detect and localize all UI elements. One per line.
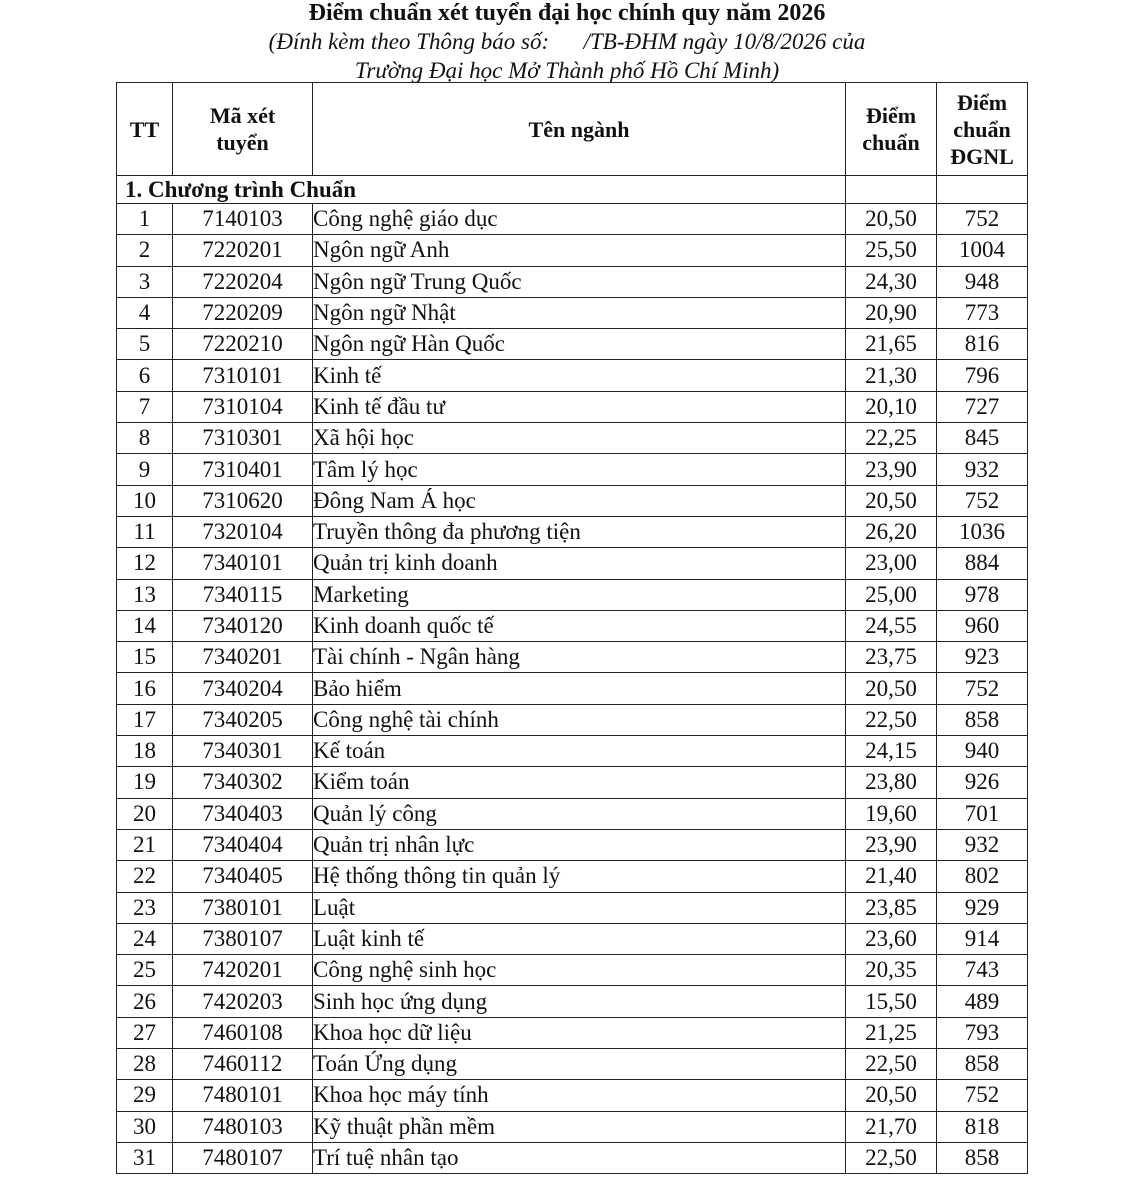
table-row <box>117 923 1028 954</box>
row-score: 20,50 <box>846 204 937 235</box>
table-row <box>117 798 1028 829</box>
row-score: 20,35 <box>846 955 937 986</box>
row-tt: 8 <box>117 423 173 454</box>
row-code: 7220209 <box>173 297 313 328</box>
row-dgnl-score: 932 <box>937 829 1028 860</box>
header-code-line2: tuyển <box>216 130 269 155</box>
row-score: 22,50 <box>846 704 937 735</box>
header-score <box>846 83 937 176</box>
table-row <box>117 579 1028 610</box>
row-tt: 26 <box>117 986 173 1017</box>
row-score: 21,30 <box>846 360 937 391</box>
row-program-name: Công nghệ sinh học <box>313 955 846 986</box>
row-tt: 2 <box>117 235 173 266</box>
row-dgnl-score: 701 <box>937 798 1028 829</box>
row-score: 15,50 <box>846 986 937 1017</box>
row-score: 21,70 <box>846 1111 937 1142</box>
row-code: 7140103 <box>173 204 313 235</box>
row-program-name: Đông Nam Á học <box>313 485 846 516</box>
document-title: Điểm chuẩn xét tuyển đại học chính quy năm 2026 <box>308 0 826 26</box>
row-program-name: Ngôn ngữ Hàn Quốc <box>313 329 846 360</box>
row-program-name: Truyền thông đa phương tiện <box>313 516 846 547</box>
row-tt: 7 <box>117 391 173 422</box>
row-code: 7340101 <box>173 548 313 579</box>
row-program-name: Trí tuệ nhân tạo <box>313 1142 846 1173</box>
table-row <box>117 235 1028 266</box>
row-code: 7460112 <box>173 1049 313 1080</box>
row-dgnl-score: 858 <box>937 704 1028 735</box>
row-tt: 20 <box>117 798 173 829</box>
row-code: 7340302 <box>173 767 313 798</box>
table-row <box>117 485 1028 516</box>
row-dgnl-score: 960 <box>937 610 1028 641</box>
row-code: 7420203 <box>173 986 313 1017</box>
header-dgnl-line1: Điểm <box>956 89 1008 115</box>
table-row <box>117 704 1028 735</box>
document-subtitle-line1: (Đính kèm theo Thông báo số: /TB-ĐHM ngày 10/8/2026 của <box>268 29 866 54</box>
row-score: 23,90 <box>846 454 937 485</box>
row-dgnl-score: 929 <box>937 892 1028 923</box>
row-code: 7480103 <box>173 1111 313 1142</box>
row-code: 7480107 <box>173 1142 313 1173</box>
row-tt: 18 <box>117 736 173 767</box>
row-dgnl-score: 752 <box>937 673 1028 704</box>
section-row <box>117 176 1028 204</box>
row-dgnl-score: 884 <box>937 548 1028 579</box>
row-tt: 27 <box>117 1017 173 1048</box>
row-code: 7220210 <box>173 329 313 360</box>
row-program-name: Luật <box>313 892 846 923</box>
document-subtitle-line2: Trường Đại học Mở Thành phố Hồ Chí Minh) <box>354 58 780 83</box>
row-dgnl-score: 978 <box>937 579 1028 610</box>
document-heading <box>0 0 1134 85</box>
row-score: 23,60 <box>846 923 937 954</box>
row-dgnl-score: 489 <box>937 986 1028 1017</box>
table-row <box>117 204 1028 235</box>
row-score: 20,50 <box>846 1080 937 1111</box>
table-row <box>117 1111 1028 1142</box>
row-score: 23,80 <box>846 767 937 798</box>
row-tt: 24 <box>117 923 173 954</box>
row-program-name: Kế toán <box>313 736 846 767</box>
row-program-name: Công nghệ tài chính <box>313 704 846 735</box>
row-program-name: Bảo hiểm <box>313 673 846 704</box>
header-score-line2: chuẩn <box>862 130 920 155</box>
row-code: 7480101 <box>173 1080 313 1111</box>
row-dgnl-score: 914 <box>937 923 1028 954</box>
table-row <box>117 892 1028 923</box>
row-code: 7340403 <box>173 798 313 829</box>
row-code: 7310620 <box>173 485 313 516</box>
row-code: 7340115 <box>173 579 313 610</box>
row-score: 20,50 <box>846 485 937 516</box>
table-header-row <box>117 83 1028 176</box>
table-row <box>117 1142 1028 1173</box>
row-dgnl-score: 752 <box>937 204 1028 235</box>
row-tt: 23 <box>117 892 173 923</box>
header-score-line1: Điểm <box>865 103 917 128</box>
row-tt: 17 <box>117 704 173 735</box>
header-tt <box>117 83 173 176</box>
header-dgnl-line3: ĐGNL <box>950 143 1014 169</box>
row-score: 20,10 <box>846 391 937 422</box>
row-program-name: Kinh tế đầu tư <box>313 391 846 422</box>
table-row <box>117 516 1028 547</box>
table-row <box>117 360 1028 391</box>
row-dgnl-score: 752 <box>937 1080 1028 1111</box>
row-tt: 10 <box>117 485 173 516</box>
header-name <box>313 83 846 176</box>
row-program-name: Kinh doanh quốc tế <box>313 610 846 641</box>
header-code-line1: Mã xét <box>209 103 276 128</box>
table-row <box>117 955 1028 986</box>
row-tt: 9 <box>117 454 173 485</box>
row-tt: 30 <box>117 1111 173 1142</box>
row-tt: 3 <box>117 266 173 297</box>
row-tt: 4 <box>117 297 173 328</box>
row-tt: 14 <box>117 610 173 641</box>
row-score: 22,50 <box>846 1142 937 1173</box>
row-code: 7340404 <box>173 829 313 860</box>
table-row <box>117 642 1028 673</box>
row-code: 7420201 <box>173 955 313 986</box>
row-score: 23,85 <box>846 892 937 923</box>
header-name-label: Tên ngành <box>528 116 630 142</box>
row-code: 7340405 <box>173 861 313 892</box>
table-row <box>117 548 1028 579</box>
row-dgnl-score: 1004 <box>937 235 1028 266</box>
row-code: 7340301 <box>173 736 313 767</box>
row-tt: 6 <box>117 360 173 391</box>
header-code <box>173 83 313 176</box>
row-dgnl-score: 923 <box>937 642 1028 673</box>
row-program-name: Quản lý công <box>313 798 846 829</box>
row-score: 24,30 <box>846 266 937 297</box>
admission-scores-table <box>116 82 1028 1174</box>
row-score: 21,65 <box>846 329 937 360</box>
header-dgnl <box>937 83 1028 176</box>
row-code: 7310104 <box>173 391 313 422</box>
table-row <box>117 423 1028 454</box>
row-score: 19,60 <box>846 798 937 829</box>
table-row <box>117 1017 1028 1048</box>
row-dgnl-score: 858 <box>937 1142 1028 1173</box>
row-dgnl-score: 773 <box>937 297 1028 328</box>
row-dgnl-score: 743 <box>937 955 1028 986</box>
row-dgnl-score: 818 <box>937 1111 1028 1142</box>
row-program-name: Khoa học dữ liệu <box>313 1017 846 1048</box>
section-label: 1. Chương trình Chuẩn <box>117 176 846 204</box>
row-code: 7340201 <box>173 642 313 673</box>
row-dgnl-score: 796 <box>937 360 1028 391</box>
row-program-name: Tài chính - Ngân hàng <box>313 642 846 673</box>
row-code: 7220201 <box>173 235 313 266</box>
table-row <box>117 986 1028 1017</box>
row-program-name: Marketing <box>313 579 846 610</box>
table-row <box>117 673 1028 704</box>
row-score: 25,00 <box>846 579 937 610</box>
row-code: 7380101 <box>173 892 313 923</box>
header-tt-label: TT <box>129 116 160 142</box>
table-row <box>117 767 1028 798</box>
row-code: 7220204 <box>173 266 313 297</box>
row-score: 23,75 <box>846 642 937 673</box>
section-empty-score <box>846 176 937 204</box>
row-program-name: Quản trị kinh doanh <box>313 548 846 579</box>
row-score: 24,55 <box>846 610 937 641</box>
row-code: 7460108 <box>173 1017 313 1048</box>
row-code: 7340205 <box>173 704 313 735</box>
row-dgnl-score: 1036 <box>937 516 1028 547</box>
row-program-name: Kinh tế <box>313 360 846 391</box>
table-row <box>117 454 1028 485</box>
row-score: 23,00 <box>846 548 937 579</box>
row-dgnl-score: 727 <box>937 391 1028 422</box>
row-tt: 12 <box>117 548 173 579</box>
row-score: 22,25 <box>846 423 937 454</box>
row-program-name: Quản trị nhân lực <box>313 829 846 860</box>
row-dgnl-score: 793 <box>937 1017 1028 1048</box>
row-tt: 19 <box>117 767 173 798</box>
row-score: 21,25 <box>846 1017 937 1048</box>
table-row <box>117 829 1028 860</box>
table-row <box>117 736 1028 767</box>
table-row <box>117 1049 1028 1080</box>
table-row <box>117 391 1028 422</box>
table-row <box>117 861 1028 892</box>
row-code: 7380107 <box>173 923 313 954</box>
row-program-name: Ngôn ngữ Trung Quốc <box>313 266 846 297</box>
row-score: 24,15 <box>846 736 937 767</box>
table-row <box>117 266 1028 297</box>
row-tt: 31 <box>117 1142 173 1173</box>
row-score: 21,40 <box>846 861 937 892</box>
row-score: 22,50 <box>846 1049 937 1080</box>
row-program-name: Công nghệ giáo dục <box>313 204 846 235</box>
row-dgnl-score: 858 <box>937 1049 1028 1080</box>
row-program-name: Kỹ thuật phần mềm <box>313 1111 846 1142</box>
row-code: 7310301 <box>173 423 313 454</box>
row-tt: 29 <box>117 1080 173 1111</box>
table-row <box>117 610 1028 641</box>
row-score: 20,50 <box>846 673 937 704</box>
section-empty-dgnl <box>937 176 1028 204</box>
row-dgnl-score: 802 <box>937 861 1028 892</box>
row-code: 7340120 <box>173 610 313 641</box>
row-tt: 11 <box>117 516 173 547</box>
row-dgnl-score: 948 <box>937 266 1028 297</box>
row-dgnl-score: 940 <box>937 736 1028 767</box>
row-dgnl-score: 932 <box>937 454 1028 485</box>
row-code: 7340204 <box>173 673 313 704</box>
row-program-name: Hệ thống thông tin quản lý <box>313 861 846 892</box>
row-program-name: Kiểm toán <box>313 767 846 798</box>
row-dgnl-score: 752 <box>937 485 1028 516</box>
row-code: 7310401 <box>173 454 313 485</box>
row-tt: 5 <box>117 329 173 360</box>
row-program-name: Khoa học máy tính <box>313 1080 846 1111</box>
row-program-name: Xã hội học <box>313 423 846 454</box>
table-row <box>117 329 1028 360</box>
row-score: 20,90 <box>846 297 937 328</box>
row-program-name: Ngôn ngữ Nhật <box>313 297 846 328</box>
row-program-name: Tâm lý học <box>313 454 846 485</box>
row-dgnl-score: 845 <box>937 423 1028 454</box>
row-tt: 16 <box>117 673 173 704</box>
row-program-name: Ngôn ngữ Anh <box>313 235 846 266</box>
row-score: 23,90 <box>846 829 937 860</box>
table-row <box>117 1080 1028 1111</box>
row-dgnl-score: 926 <box>937 767 1028 798</box>
table-row <box>117 297 1028 328</box>
header-dgnl-line2: chuẩn <box>953 116 1011 142</box>
row-dgnl-score: 816 <box>937 329 1028 360</box>
row-code: 7320104 <box>173 516 313 547</box>
row-tt: 22 <box>117 861 173 892</box>
row-tt: 28 <box>117 1049 173 1080</box>
row-tt: 1 <box>117 204 173 235</box>
row-code: 7310101 <box>173 360 313 391</box>
row-program-name: Luật kinh tế <box>313 923 846 954</box>
row-program-name: Toán Ứng dụng <box>313 1049 846 1080</box>
row-score: 26,20 <box>846 516 937 547</box>
row-score: 25,50 <box>846 235 937 266</box>
row-tt: 13 <box>117 579 173 610</box>
row-tt: 25 <box>117 955 173 986</box>
row-program-name: Sinh học ứng dụng <box>313 986 846 1017</box>
row-tt: 21 <box>117 829 173 860</box>
row-tt: 15 <box>117 642 173 673</box>
